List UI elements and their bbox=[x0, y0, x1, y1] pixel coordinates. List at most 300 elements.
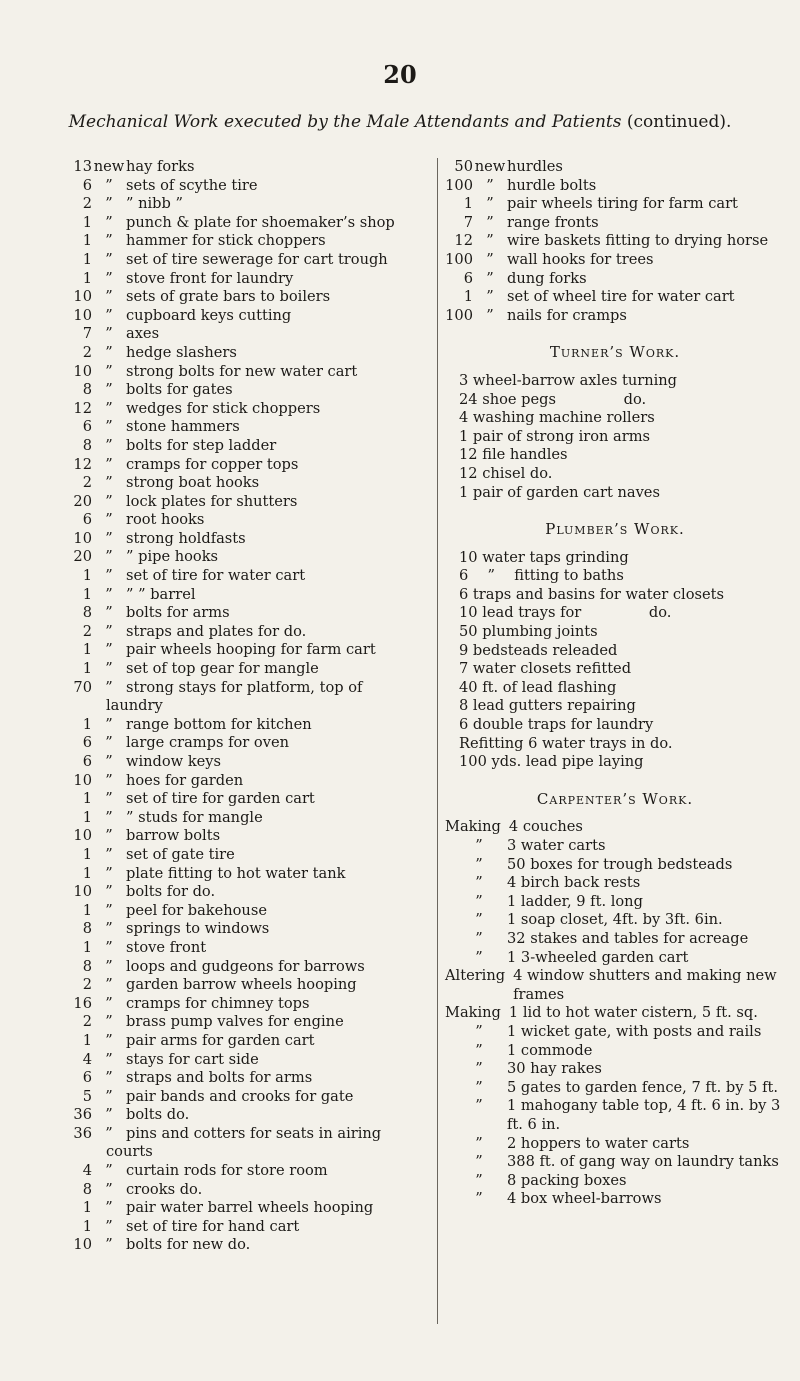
list-item bbox=[58, 1199, 430, 1218]
ditto-mark: ” bbox=[105, 585, 113, 603]
item-quantity: 13 bbox=[73, 158, 92, 175]
ditto-mark: ” bbox=[105, 976, 113, 994]
item-description: set of tire for hand cart bbox=[126, 1217, 300, 1235]
item-quantity: 16 bbox=[73, 994, 92, 1012]
work-label: ” bbox=[475, 837, 483, 854]
list-item: 4 washing machine rollers bbox=[459, 409, 655, 427]
list-item bbox=[445, 195, 785, 214]
item-quantity: 4 bbox=[82, 1050, 92, 1068]
list-item bbox=[58, 363, 430, 382]
item-quantity: 1 bbox=[82, 250, 92, 268]
item-quantity: 1 bbox=[82, 1031, 92, 1049]
ditto-mark: ” bbox=[105, 176, 113, 194]
turners-work-list bbox=[445, 372, 785, 502]
item-description: crooks do. bbox=[126, 1180, 203, 1198]
work-label: ” bbox=[475, 1022, 483, 1040]
item-description: 50 boxes for trough bedsteads bbox=[507, 855, 733, 873]
ditto-mark: ” bbox=[105, 1124, 113, 1142]
list-item bbox=[445, 307, 785, 326]
item-quantity: 1 bbox=[82, 715, 92, 733]
item-description: 1 mahogany table top, 4 ft. 6 in. by 3 ft. 6 in. bbox=[507, 1097, 781, 1133]
list-item bbox=[58, 586, 430, 605]
ditto-mark: ” bbox=[105, 474, 113, 492]
ditto-mark: ” bbox=[105, 455, 113, 473]
ditto-mark: ” bbox=[105, 1031, 113, 1049]
page-number: 20 bbox=[383, 60, 417, 89]
list-item bbox=[58, 177, 430, 196]
item-description: bolts for step ladder bbox=[126, 436, 277, 454]
work-label: ” bbox=[475, 911, 483, 929]
work-label: ” bbox=[475, 1190, 483, 1208]
work-label: ” bbox=[475, 1097, 483, 1115]
item-description: ” pipe hooks bbox=[126, 548, 219, 566]
list-item bbox=[445, 251, 785, 270]
item-quantity: 100 bbox=[445, 176, 473, 194]
item-quantity: 10 bbox=[73, 288, 92, 306]
item-quantity: 6 bbox=[463, 269, 473, 287]
item-quantity: 8 bbox=[82, 920, 92, 938]
list-item bbox=[445, 1042, 785, 1061]
work-label: ” bbox=[475, 1041, 483, 1059]
list-item bbox=[445, 1153, 785, 1172]
list-item bbox=[58, 660, 430, 679]
list-item: 3 wheel-barrow axles turning bbox=[459, 371, 678, 389]
carpenters-work-heading: Carpenter’s Work. bbox=[536, 789, 694, 808]
turners-work-heading: Turner’s Work. bbox=[549, 343, 681, 362]
item-description: strong bolts for new water cart bbox=[126, 362, 358, 380]
ditto-mark: ” bbox=[105, 511, 113, 529]
item-description: laundry bbox=[106, 697, 163, 715]
item-description: pair bands and crooks for gate bbox=[126, 1087, 354, 1105]
ditto-mark: ” bbox=[105, 1217, 113, 1235]
item-description: brass pump valves for engine bbox=[126, 1013, 344, 1031]
item-description: wire baskets fitting to drying horse bbox=[507, 232, 769, 250]
item-description: hammer for stick choppers bbox=[126, 232, 326, 250]
item-quantity: 5 bbox=[82, 1087, 92, 1105]
work-label: ” bbox=[475, 929, 483, 947]
list-item: 40 ft. of lead flashing bbox=[459, 678, 617, 696]
item-description: root hooks bbox=[126, 511, 205, 529]
item-description: pair arms for garden cart bbox=[126, 1031, 315, 1049]
list-item bbox=[445, 158, 785, 177]
item-quantity: 36 bbox=[73, 1124, 92, 1142]
list-item bbox=[445, 818, 785, 837]
list-item bbox=[58, 809, 430, 828]
item-description: 4 window shutters and making new frames bbox=[513, 967, 777, 1003]
list-item bbox=[58, 1125, 430, 1144]
item-quantity: 8 bbox=[82, 1180, 92, 1198]
ditto-mark: ” bbox=[105, 195, 113, 213]
list-item bbox=[58, 270, 430, 289]
item-quantity: 1 bbox=[82, 808, 92, 826]
list-item: 12 file handles bbox=[459, 446, 568, 464]
item-description: stays for cart side bbox=[126, 1050, 259, 1068]
list-item bbox=[58, 325, 430, 344]
item-description: hurdles bbox=[507, 158, 563, 175]
list-item bbox=[58, 474, 430, 493]
list-item bbox=[58, 1088, 430, 1107]
list-item bbox=[58, 1143, 430, 1162]
item-description: large cramps for oven bbox=[126, 734, 289, 752]
item-quantity: 1 bbox=[463, 195, 473, 213]
list-item bbox=[445, 893, 785, 912]
item-description: set of tire for water cart bbox=[126, 567, 306, 585]
item-quantity: 8 bbox=[82, 436, 92, 454]
ditto-mark: ” bbox=[105, 492, 113, 510]
item-description: ” nibb ” bbox=[126, 195, 183, 213]
list-item: 10 water taps grinding bbox=[459, 548, 629, 566]
ditto-mark: ” bbox=[105, 269, 113, 287]
item-quantity: 1 bbox=[82, 790, 92, 808]
item-description: stove front for laundry bbox=[126, 269, 294, 287]
ditto-mark: ” bbox=[486, 306, 494, 324]
plumbers-work-heading: Plumber’s Work. bbox=[545, 520, 685, 539]
item-quantity: 12 bbox=[73, 399, 92, 417]
list-item bbox=[445, 1004, 785, 1023]
item-description: straps and plates for do. bbox=[126, 622, 307, 640]
item-quantity: 2 bbox=[82, 976, 92, 994]
work-label: ” bbox=[475, 1171, 483, 1189]
item-description: cupboard keys cutting bbox=[126, 306, 292, 324]
list-item: 1 pair of strong iron arms bbox=[459, 427, 651, 445]
list-item bbox=[58, 1013, 430, 1032]
list-item bbox=[58, 995, 430, 1014]
list-item bbox=[445, 270, 785, 289]
item-quantity: 6 bbox=[82, 753, 92, 770]
list-item bbox=[58, 623, 430, 642]
list-item bbox=[58, 716, 430, 735]
list-item bbox=[445, 837, 785, 856]
ditto-mark: ” bbox=[105, 920, 113, 938]
title-main: Mechanical Work executed by the Male Attendants and Patients bbox=[68, 112, 622, 132]
list-item bbox=[58, 1236, 430, 1255]
item-quantity: 1 bbox=[82, 901, 92, 919]
item-description: set of tire sewerage for cart trough bbox=[126, 250, 388, 268]
item-description: 32 stakes and tables for acreage bbox=[507, 929, 749, 947]
item-description: bolts for do. bbox=[126, 883, 216, 901]
ditto-mark: ” bbox=[105, 604, 113, 622]
item-description: straps and bolts for arms bbox=[126, 1069, 313, 1087]
ditto-mark: ” bbox=[105, 399, 113, 417]
item-quantity: 100 bbox=[445, 250, 473, 268]
item-quantity: 36 bbox=[73, 1106, 92, 1124]
item-description: strong holdfasts bbox=[126, 529, 246, 547]
list-item bbox=[445, 949, 785, 968]
list-item bbox=[445, 177, 785, 196]
list-item bbox=[58, 976, 430, 995]
item-description: bolts for gates bbox=[126, 381, 233, 399]
item-quantity: 2 bbox=[82, 343, 92, 361]
ditto-mark: ” bbox=[105, 771, 113, 789]
item-description: wedges for stick choppers bbox=[126, 399, 321, 417]
list-item bbox=[445, 874, 785, 893]
ditto-mark: ” bbox=[105, 715, 113, 733]
item-description: sets of scythe tire bbox=[126, 176, 258, 194]
ditto-mark: ” bbox=[105, 734, 113, 752]
item-quantity: 7 bbox=[82, 325, 92, 343]
item-description: bolts for arms bbox=[126, 604, 230, 622]
ditto-mark: ” bbox=[105, 325, 113, 343]
item-quantity: 6 bbox=[82, 176, 92, 194]
item-quantity: 1 bbox=[82, 660, 92, 678]
list-item: 6 traps and basins for water closets bbox=[459, 585, 724, 603]
list-item bbox=[58, 1106, 430, 1125]
item-description: 4 box wheel-barrows bbox=[507, 1190, 662, 1208]
item-quantity: 1 bbox=[463, 288, 473, 306]
item-description: 1 wicket gate, with posts and rails bbox=[507, 1022, 762, 1040]
ditto-mark: ” bbox=[105, 641, 113, 659]
item-description: loops and gudgeons for barrows bbox=[126, 957, 365, 975]
list-item: 50 plumbing joints bbox=[459, 623, 598, 641]
ditto-mark: ” bbox=[105, 790, 113, 808]
list-item bbox=[445, 232, 785, 251]
work-label: ” bbox=[475, 892, 483, 910]
item-description: 1 ladder, 9 ft. long bbox=[507, 892, 643, 910]
item-quantity: 12 bbox=[454, 232, 473, 250]
ditto-mark: ” bbox=[486, 269, 494, 287]
item-quantity: 1 bbox=[82, 585, 92, 603]
ditto-mark: new bbox=[93, 158, 125, 175]
list-item bbox=[445, 1023, 785, 1042]
item-quantity: 1 bbox=[82, 567, 92, 585]
ditto-mark: ” bbox=[105, 1180, 113, 1198]
item-quantity: 6 bbox=[82, 1069, 92, 1087]
ditto-mark: ” bbox=[105, 418, 113, 436]
list-item bbox=[58, 753, 430, 772]
work-label: ” bbox=[475, 1134, 483, 1152]
ditto-mark: ” bbox=[105, 827, 113, 845]
ditto-mark: ” bbox=[105, 567, 113, 585]
item-description: courts bbox=[106, 1143, 153, 1161]
list-item bbox=[58, 530, 430, 549]
list-item bbox=[58, 865, 430, 884]
item-quantity: 10 bbox=[73, 827, 92, 845]
left-column-list bbox=[58, 158, 430, 1255]
item-description: cramps for copper tops bbox=[126, 455, 299, 473]
ditto-mark: ” bbox=[486, 250, 494, 268]
list-item bbox=[58, 418, 430, 437]
item-description: hay forks bbox=[126, 158, 195, 175]
work-label: ” bbox=[475, 1060, 483, 1078]
ditto-mark: ” bbox=[105, 306, 113, 324]
list-item bbox=[58, 641, 430, 660]
item-description: pair wheels tiring for farm cart bbox=[507, 195, 738, 213]
ditto-mark: ” bbox=[105, 362, 113, 380]
item-quantity: 6 bbox=[82, 418, 92, 436]
list-item bbox=[58, 697, 430, 716]
list-item bbox=[445, 911, 785, 930]
ditto-mark: ” bbox=[105, 1087, 113, 1105]
item-description: cramps for chimney tops bbox=[126, 994, 310, 1012]
list-item bbox=[58, 920, 430, 939]
work-label: ” bbox=[475, 874, 483, 892]
item-quantity: 2 bbox=[82, 622, 92, 640]
ditto-mark: ” bbox=[105, 436, 113, 454]
list-item bbox=[58, 548, 430, 567]
item-quantity: 50 bbox=[454, 158, 473, 175]
item-description: range fronts bbox=[507, 213, 599, 231]
list-item bbox=[58, 344, 430, 363]
item-description: ” studs for mangle bbox=[126, 808, 263, 826]
list-item bbox=[58, 939, 430, 958]
ditto-mark: ” bbox=[105, 1106, 113, 1124]
item-description: wall hooks for trees bbox=[507, 250, 654, 268]
item-description: 2 hoppers to water carts bbox=[507, 1134, 690, 1152]
item-quantity: 100 bbox=[445, 306, 473, 324]
list-item bbox=[58, 734, 430, 753]
item-quantity: 7 bbox=[463, 213, 473, 231]
item-description: pair wheels hooping for farm cart bbox=[126, 641, 376, 659]
list-item bbox=[58, 902, 430, 921]
work-label: ” bbox=[475, 1153, 483, 1171]
item-quantity: 6 bbox=[82, 734, 92, 752]
item-quantity: 10 bbox=[73, 771, 92, 789]
ditto-mark: ” bbox=[105, 288, 113, 306]
item-quantity: 1 bbox=[82, 1217, 92, 1235]
list-item bbox=[445, 1135, 785, 1154]
right-column bbox=[445, 158, 785, 1209]
item-description: 4 birch back rests bbox=[507, 874, 641, 892]
item-quantity: 10 bbox=[73, 362, 92, 380]
ditto-mark: ” bbox=[105, 957, 113, 975]
ditto-mark: ” bbox=[105, 548, 113, 566]
list-item bbox=[58, 232, 430, 251]
list-item: 10 lead trays for do. bbox=[459, 604, 672, 622]
list-item: 7 water closets refitted bbox=[459, 660, 632, 678]
item-description: plate fitting to hot water tank bbox=[126, 864, 346, 882]
item-description: 5 gates to garden fence, 7 ft. by 5 ft. bbox=[507, 1078, 778, 1096]
ditto-mark: ” bbox=[105, 753, 113, 770]
item-quantity: 1 bbox=[82, 1199, 92, 1217]
item-description: barrow bolts bbox=[126, 827, 221, 845]
list-item bbox=[58, 307, 430, 326]
work-label: Making bbox=[445, 1004, 501, 1022]
item-description: sets of grate bars to boilers bbox=[126, 288, 331, 306]
work-label: Altering bbox=[445, 967, 506, 985]
work-label: ” bbox=[475, 855, 483, 873]
item-description: curtain rods for store room bbox=[126, 1162, 328, 1180]
list-item bbox=[58, 381, 430, 400]
item-quantity: 20 bbox=[73, 492, 92, 510]
list-item bbox=[58, 772, 430, 791]
list-item bbox=[445, 214, 785, 233]
list-item bbox=[445, 967, 785, 1004]
new-items-list bbox=[445, 158, 785, 325]
list-item bbox=[58, 456, 430, 475]
item-description: garden barrow wheels hooping bbox=[126, 976, 357, 994]
item-description: 388 ft. of gang way on laundry tanks bbox=[507, 1153, 779, 1171]
list-item bbox=[58, 1069, 430, 1088]
item-quantity: 6 bbox=[82, 511, 92, 529]
item-description: set of tire for garden cart bbox=[126, 790, 315, 808]
list-item bbox=[445, 1172, 785, 1191]
item-description: set of gate tire bbox=[126, 845, 235, 863]
ditto-mark: ” bbox=[105, 678, 113, 696]
list-item bbox=[58, 195, 430, 214]
item-quantity: 2 bbox=[82, 1013, 92, 1031]
item-description: hedge slashers bbox=[126, 343, 237, 361]
ditto-mark: ” bbox=[105, 529, 113, 547]
item-quantity: 12 bbox=[73, 455, 92, 473]
list-item: 8 lead gutters repairing bbox=[459, 697, 636, 715]
ditto-mark: ” bbox=[105, 1069, 113, 1087]
item-quantity: 8 bbox=[82, 381, 92, 399]
item-description: bolts do. bbox=[126, 1106, 190, 1124]
item-description: axes bbox=[126, 325, 160, 343]
item-quantity: 2 bbox=[82, 195, 92, 213]
item-quantity: 1 bbox=[82, 641, 92, 659]
list-item bbox=[58, 1051, 430, 1070]
list-item bbox=[58, 679, 430, 698]
item-description: pair water barrel wheels hooping bbox=[126, 1199, 374, 1217]
list-item bbox=[58, 604, 430, 623]
item-description: 1 commode bbox=[507, 1041, 593, 1059]
list-item bbox=[58, 958, 430, 977]
item-quantity: 1 bbox=[82, 845, 92, 863]
ditto-mark: ” bbox=[486, 176, 494, 194]
ditto-mark: ” bbox=[105, 994, 113, 1012]
ditto-mark: ” bbox=[105, 1050, 113, 1068]
item-description: 30 hay rakes bbox=[507, 1060, 602, 1078]
list-item bbox=[445, 1190, 785, 1209]
list-item bbox=[58, 437, 430, 456]
ditto-mark: ” bbox=[105, 213, 113, 231]
item-description: pins and cotters for seats in airing bbox=[126, 1124, 382, 1142]
list-item: 100 yds. lead pipe laying bbox=[459, 753, 644, 771]
list-item bbox=[58, 251, 430, 270]
carpenters-work-list bbox=[445, 818, 785, 1208]
item-description: punch & plate for shoemaker’s shop bbox=[126, 213, 395, 231]
list-item bbox=[58, 1218, 430, 1237]
page-title bbox=[0, 112, 800, 132]
list-item bbox=[445, 1079, 785, 1098]
work-label: ” bbox=[475, 948, 483, 966]
ditto-mark: ” bbox=[486, 288, 494, 306]
ditto-mark: ” bbox=[105, 1199, 113, 1217]
list-item bbox=[58, 790, 430, 809]
list-item bbox=[58, 288, 430, 307]
ditto-mark: ” bbox=[105, 250, 113, 268]
ditto-mark: ” bbox=[486, 213, 494, 231]
item-description: bolts for new do. bbox=[126, 1236, 251, 1254]
item-description: springs to windows bbox=[126, 920, 270, 938]
list-item: 24 shoe pegs do. bbox=[459, 390, 647, 408]
list-item bbox=[58, 493, 430, 512]
item-description: strong boat hooks bbox=[126, 474, 260, 492]
ditto-mark: ” bbox=[105, 808, 113, 826]
list-item bbox=[445, 930, 785, 949]
list-item bbox=[58, 511, 430, 530]
item-description: 3 water carts bbox=[507, 837, 606, 854]
list-item: 9 bedsteads releaded bbox=[459, 641, 618, 659]
item-quantity: 8 bbox=[82, 957, 92, 975]
ditto-mark: ” bbox=[105, 1236, 113, 1254]
ditto-mark: ” bbox=[486, 232, 494, 250]
ditto-mark: ” bbox=[105, 660, 113, 678]
ditto-mark: ” bbox=[105, 1013, 113, 1031]
list-item bbox=[58, 158, 430, 177]
item-quantity: 10 bbox=[73, 529, 92, 547]
item-quantity: 2 bbox=[82, 474, 92, 492]
list-item bbox=[58, 214, 430, 233]
ditto-mark: ” bbox=[105, 622, 113, 640]
item-description: hurdle bolts bbox=[507, 176, 597, 194]
item-quantity: 1 bbox=[82, 938, 92, 956]
list-item bbox=[58, 1032, 430, 1051]
item-quantity: 70 bbox=[73, 678, 92, 696]
list-item bbox=[58, 1181, 430, 1200]
item-description: set of top gear for mangle bbox=[126, 660, 319, 678]
